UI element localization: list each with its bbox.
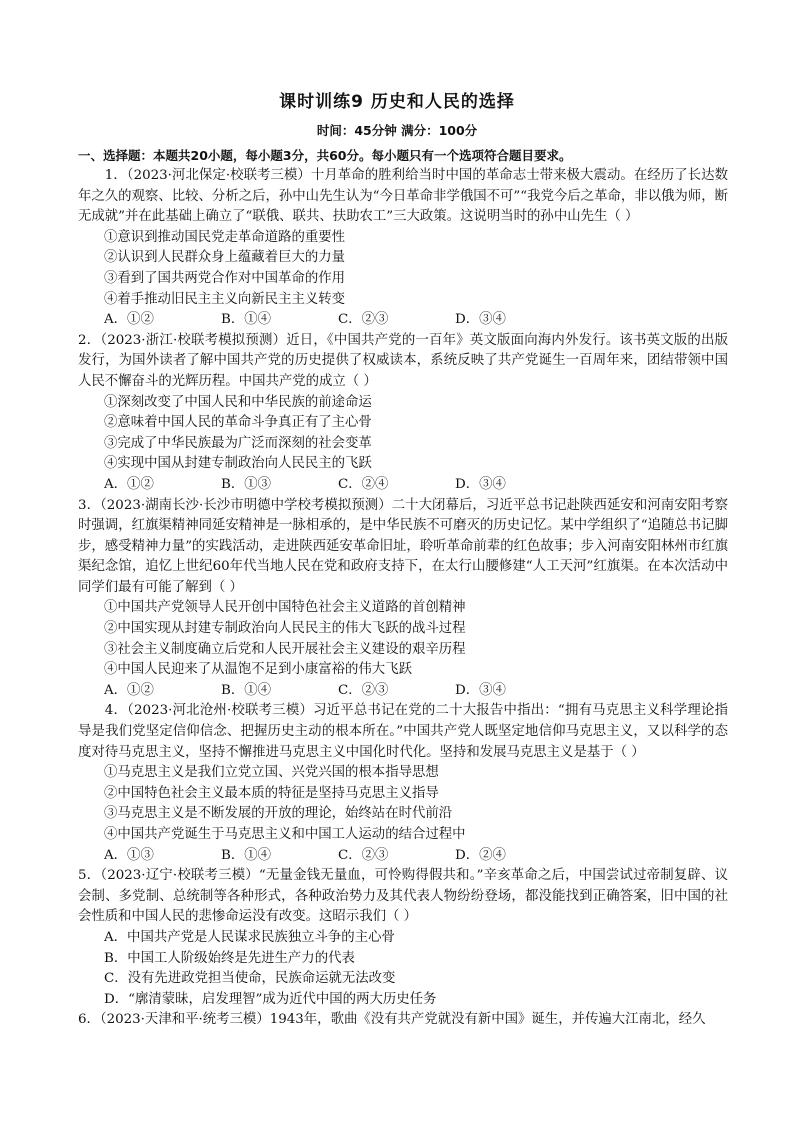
option-1: ①意识到推动国民党走革命道路的重要性 [104, 229, 346, 245]
choice-b[interactable]: B．中国工人阶级始终是先进生产力的代表 [104, 950, 355, 966]
choice-b[interactable]: B．①④ [221, 682, 272, 698]
question-2 [78, 331, 728, 496]
question-stem: 3．（2023·湖南长沙·长沙市明德中学校考模拟预测）二十大闭幕后，习近平总书记赴陕西延安和河南安阳考察时强调，红旗渠精神同延安精神是一脉相承的，是中华民族不可磨灭的历史记忆。某中学组织了“追随总书记脚步，感受精神力量”的实践活动，走进陕西延安革命旧址，聆听革命前辈的红色故事；步入河南安阳林州市红旗渠纪念馆，追忆上世纪60年代当地人民在党和政府支持下，在太行山腰修建“人工天河”红旗渠。在本次活动中同学们最有可能了解到（ ） [78, 497, 728, 595]
answer-choices [104, 475, 728, 496]
choice-d[interactable]: D．②④ [455, 847, 506, 863]
section-heading: 一、选择题：本题共20小题，每小题3分，共60分。每小题只有一个选项符合题目要求。 [78, 148, 572, 163]
choice-c[interactable]: C．②④ [338, 476, 389, 492]
question-4 [78, 701, 728, 866]
question-6 [78, 1010, 728, 1031]
answer-choices [104, 846, 728, 867]
choice-a[interactable]: A．①③ [104, 847, 154, 863]
option-3: ③看到了国共两党合作对中国革命的作用 [104, 270, 346, 286]
option-1: ①马克思主义是我们立党立国、兴党兴国的根本指导思想 [104, 765, 439, 781]
question-stem: 2．（2023·浙江·校联考模拟预测）近日，《中国共产党的一百年》英文版面向海内外发行。该书英文版的出版发行，为国外读者了解中国共产党的历史提供了权威读本，系统反映了共产党诞生一百周年来，团结带领中国人民不懈奋斗的光辉历程。中国共产党的成立（ ） [78, 332, 728, 389]
option-1: ①中国共产党领导人民开创中国特色社会主义道路的首创精神 [104, 600, 466, 616]
option-3: ③马克思主义是不断发展的开放的理论，始终站在时代前沿 [104, 806, 453, 822]
choice-d[interactable]: D．③④ [455, 682, 506, 698]
option-4: ④中国共产党诞生于马克思主义和中国工人运动的结合过程中 [104, 827, 466, 842]
choice-d[interactable]: D．“廓清蒙昧，启发理智”成为近代中国的两大历史任务 [104, 991, 437, 1007]
choice-c[interactable]: C．②③ [338, 312, 389, 328]
option-4: ④中国人民迎来了从温饱不足到小康富裕的伟大飞跃 [104, 662, 412, 678]
choice-a[interactable]: A．中国共产党是人民谋求民族独立斗争的主心骨 [104, 929, 395, 945]
option-2: ②意味着中国人民的革命斗争真正有了主心骨 [104, 415, 372, 431]
answer-choices [104, 681, 728, 702]
option-4: ④着手推动旧民主主义向新民主主义转变 [104, 291, 346, 307]
choice-c[interactable]: C．②③ [338, 847, 389, 863]
option-2: ②中国实现从封建专制政治向人民民主的伟大飞跃的战斗过程 [104, 621, 466, 637]
choice-d[interactable]: D．③④ [455, 312, 506, 328]
page-title: 课时训练9 历史和人民的选择 [279, 92, 515, 112]
question-3 [78, 496, 728, 702]
choice-c[interactable]: C．没有先进政党担当使命，民族命运就无法改变 [104, 971, 396, 987]
question-5 [78, 866, 728, 1010]
question-1 [78, 166, 728, 331]
choice-a[interactable]: A．①② [104, 312, 154, 328]
option-4: ④实现中国从封建专制政治向人民民主的飞跃 [104, 456, 372, 472]
option-3: ③完成了中华民族最为广泛而深刻的社会变革 [104, 435, 372, 451]
choice-a[interactable]: A．①② [104, 476, 154, 492]
option-1: ①深刻改变了中国人民和中华民族的前途命运 [104, 394, 372, 410]
choice-d[interactable]: D．③④ [455, 476, 506, 492]
question-list [78, 166, 728, 1031]
choice-a[interactable]: A．①② [104, 682, 154, 698]
option-3: ③社会主义制度确立后党和人民开展社会主义建设的艰辛历程 [104, 641, 466, 657]
question-stem: 6．（2023·天津和平·统考三模）1943年，歌曲《没有共产党就没有新中国》诞生，并传遍大江南北，经久 [78, 1012, 706, 1028]
question-stem: 5．（2023·辽宁·校联考三模）“无量金钱无量血，可怜购得假共和。”辛亥革命之后，中国尝试过帝制复辟、议会制、多党制、总统制等各种形式，各种政治势力及其代表人物纷纷登场，都没能找到正确答案，旧中国的社会性质和中国人民的悲惨命运没有改变。这昭示我们（ ） [78, 868, 728, 925]
option-2: ②认识到人民群众身上蕴藏着巨大的力量 [104, 250, 346, 266]
choice-b[interactable]: B．①③ [221, 476, 272, 492]
choice-b[interactable]: B．①④ [221, 312, 272, 328]
choice-c[interactable]: C．②③ [338, 682, 389, 698]
answer-choices [104, 310, 728, 331]
question-stem: 4．（2023·河北沧州·校联考三模）习近平总书记在党的二十大报告中指出：“拥有马克思主义科学理论指导是我们党坚定信仰信念、把握历史主动的根本所在。”中国共产党人既坚定地信仰马克思主义，又以科学的态度对待马克思主义，坚持不懈推进马克思主义中国化时代化。坚持和发展马克思主义是基于（ ） [78, 703, 728, 760]
option-2: ②中国特色社会主义最本质的特征是坚持马克思主义指导 [104, 785, 439, 801]
exam-meta: 时间：45分钟 满分：100分 [316, 123, 478, 138]
question-stem: 1．（2023·河北保定·校联考三模）十月革命的胜利给当时中国的革命志士带来极大震动。在经历了长达数年之久的观察、比较、分析之后，孙中山先生认为“今日革命非学俄国不可”“我党今后之革命，非以俄为师，断无成就”并在此基础上确立了“联俄、联共、扶助农工”三大政策。这说明当时的孙中山先生（ ） [78, 168, 728, 225]
choice-b[interactable]: B．①④ [221, 847, 272, 863]
